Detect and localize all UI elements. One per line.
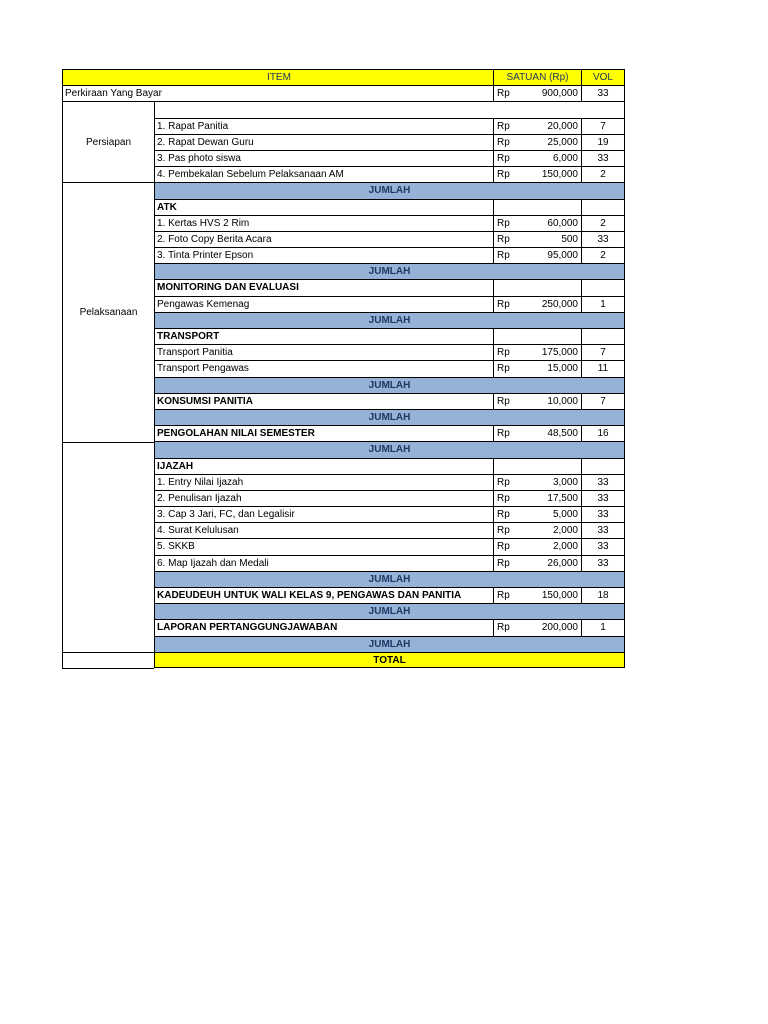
item-name-cell[interactable]: 2. Penulisan Ijazah [154,490,493,506]
currency-cell[interactable]: Rp [493,166,517,182]
section-title-cell[interactable]: KONSUMSI PANITIA [154,393,493,409]
column-header-satuan[interactable]: SATUAN (Rp) [493,69,581,85]
currency-cell[interactable]: Rp [493,344,517,360]
header-row [62,69,625,85]
price-cell[interactable]: 900,000 [517,85,581,101]
currency-cell[interactable]: Rp [493,215,517,231]
item-name-cell[interactable]: Transport Pengawas [154,360,493,376]
currency-cell[interactable]: Rp [493,425,517,441]
empty-cell[interactable] [517,328,581,344]
volume-cell[interactable]: 18 [581,587,625,603]
currency-cell[interactable]: Rp [493,490,517,506]
category-persiapan [62,101,154,182]
price-cell[interactable]: 10,000 [517,393,581,409]
category-pelaksanaan [62,182,154,441]
volume-cell[interactable]: 33 [581,85,625,101]
section-title-cell[interactable]: MONITORING DAN EVALUASI [154,279,493,295]
item-name-cell[interactable]: 1. Kertas HVS 2 Rim [154,215,493,231]
price-cell[interactable]: 175,000 [517,344,581,360]
section-title-cell[interactable]: LAPORAN PERTANGGUNGJAWABAN [154,619,493,635]
currency-cell[interactable]: Rp [493,393,517,409]
category-pelaksanaan-label: Pelaksanaan [79,306,138,318]
currency-cell[interactable]: Rp [493,506,517,522]
section-title-cell[interactable]: PENGOLAHAN NILAI SEMESTER [154,425,493,441]
currency-cell[interactable]: Rp [493,85,517,101]
section-title-cell[interactable]: KADEUDEUH UNTUK WALI KELAS 9, PENGAWAS DAN PANITIA [154,587,493,603]
subtotal-label[interactable]: JUMLAH [154,312,625,328]
empty-cell[interactable] [154,101,625,117]
currency-cell[interactable]: Rp [493,619,517,635]
price-cell[interactable]: 6,000 [517,150,581,166]
empty-cell[interactable] [517,199,581,215]
currency-cell[interactable]: Rp [493,231,517,247]
empty-cell[interactable] [581,199,625,215]
item-name-cell[interactable]: 6. Map Ijazah dan Medali [154,555,493,571]
item-name-cell[interactable]: 3. Pas photo siswa [154,150,493,166]
currency-cell[interactable]: Rp [493,555,517,571]
price-cell[interactable]: 60,000 [517,215,581,231]
section-title-cell[interactable]: IJAZAH [154,458,493,474]
item-name-cell[interactable]: 1. Entry Nilai Ijazah [154,474,493,490]
price-cell[interactable]: 150,000 [517,587,581,603]
volume-cell[interactable]: 1 [581,296,625,312]
total-label[interactable]: TOTAL [154,652,625,668]
subtotal-label[interactable]: JUMLAH [154,377,625,393]
volume-cell[interactable]: 2 [581,166,625,182]
item-name-cell[interactable]: 2. Foto Copy Berita Acara [154,231,493,247]
price-cell[interactable]: 3,000 [517,474,581,490]
item-name-cell[interactable]: Pengawas Kemenag [154,296,493,312]
subtotal-label[interactable]: JUMLAH [154,263,625,279]
budget-table [62,69,625,668]
subtotal-label[interactable]: JUMLAH [154,409,625,425]
column-header-item[interactable]: ITEM [62,69,493,85]
item-name-cell[interactable]: 3. Cap 3 Jari, FC, dan Legalisir [154,506,493,522]
currency-cell[interactable]: Rp [493,587,517,603]
total-empty-cell [62,652,154,669]
price-cell[interactable]: 15,000 [517,360,581,376]
volume-cell[interactable]: 16 [581,425,625,441]
subtotal-label[interactable]: JUMLAH [154,571,625,587]
item-name-cell[interactable]: 4. Pembekalan Sebelum Pelaksanaan AM [154,166,493,182]
category-empty [62,442,154,653]
price-cell[interactable]: 2,000 [517,522,581,538]
volume-cell[interactable]: 33 [581,522,625,538]
category-persiapan-label: Persiapan [85,136,132,148]
price-cell[interactable]: 150,000 [517,166,581,182]
item-name-cell[interactable]: Transport Panitia [154,344,493,360]
price-cell[interactable]: 48,500 [517,425,581,441]
volume-cell[interactable]: 2 [581,247,625,263]
column-header-vol[interactable]: VOL [581,69,625,85]
item-name-cell[interactable]: 5. SKKB [154,538,493,554]
currency-cell[interactable]: Rp [493,118,517,134]
estimate-label[interactable]: Perkiraan Yang Bayar [62,85,493,101]
price-cell[interactable]: 95,000 [517,247,581,263]
empty-cell[interactable] [581,458,625,474]
section-title-cell[interactable]: ATK [154,199,493,215]
volume-cell[interactable]: 7 [581,393,625,409]
item-name-cell[interactable]: 4. Surat Kelulusan [154,522,493,538]
volume-cell[interactable]: 19 [581,134,625,150]
volume-cell[interactable]: 33 [581,538,625,554]
item-name-cell[interactable]: 3. Tinta Printer Epson [154,247,493,263]
currency-cell[interactable]: Rp [493,150,517,166]
price-cell[interactable]: 20,000 [517,118,581,134]
volume-cell[interactable]: 33 [581,506,625,522]
currency-cell[interactable]: Rp [493,247,517,263]
item-name-cell[interactable]: 1. Rapat Panitia [154,118,493,134]
volume-cell[interactable]: 2 [581,215,625,231]
subtotal-label[interactable]: JUMLAH [154,603,625,619]
price-cell[interactable]: 2,000 [517,538,581,554]
currency-cell[interactable]: Rp [493,522,517,538]
empty-cell[interactable] [581,328,625,344]
volume-cell[interactable]: 33 [581,150,625,166]
volume-cell[interactable]: 33 [581,231,625,247]
price-cell[interactable]: 17,500 [517,490,581,506]
subtotal-label[interactable]: JUMLAH [154,182,625,198]
empty-cell[interactable] [493,199,517,215]
empty-cell[interactable] [493,328,517,344]
empty-cell[interactable] [493,458,517,474]
volume-cell[interactable]: 33 [581,555,625,571]
item-name-cell[interactable]: 2. Rapat Dewan Guru [154,134,493,150]
price-cell[interactable]: 200,000 [517,619,581,635]
price-cell[interactable]: 26,000 [517,555,581,571]
volume-cell[interactable]: 7 [581,344,625,360]
currency-cell[interactable]: Rp [493,360,517,376]
currency-cell[interactable]: Rp [493,474,517,490]
currency-cell[interactable]: Rp [493,538,517,554]
currency-cell[interactable]: Rp [493,296,517,312]
currency-cell[interactable]: Rp [493,134,517,150]
empty-cell[interactable] [517,279,581,295]
volume-cell[interactable]: 33 [581,490,625,506]
subtotal-label[interactable]: JUMLAH [154,441,625,457]
estimate-row [62,85,625,101]
volume-cell[interactable]: 7 [581,118,625,134]
empty-cell[interactable] [517,458,581,474]
volume-cell[interactable]: 1 [581,619,625,635]
volume-cell[interactable]: 33 [581,474,625,490]
price-cell[interactable]: 250,000 [517,296,581,312]
volume-cell[interactable]: 11 [581,360,625,376]
subtotal-label[interactable]: JUMLAH [154,636,625,652]
section-title-cell[interactable]: TRANSPORT [154,328,493,344]
price-cell[interactable]: 25,000 [517,134,581,150]
price-cell[interactable]: 500 [517,231,581,247]
empty-cell[interactable] [581,279,625,295]
empty-cell[interactable] [493,279,517,295]
price-cell[interactable]: 5,000 [517,506,581,522]
